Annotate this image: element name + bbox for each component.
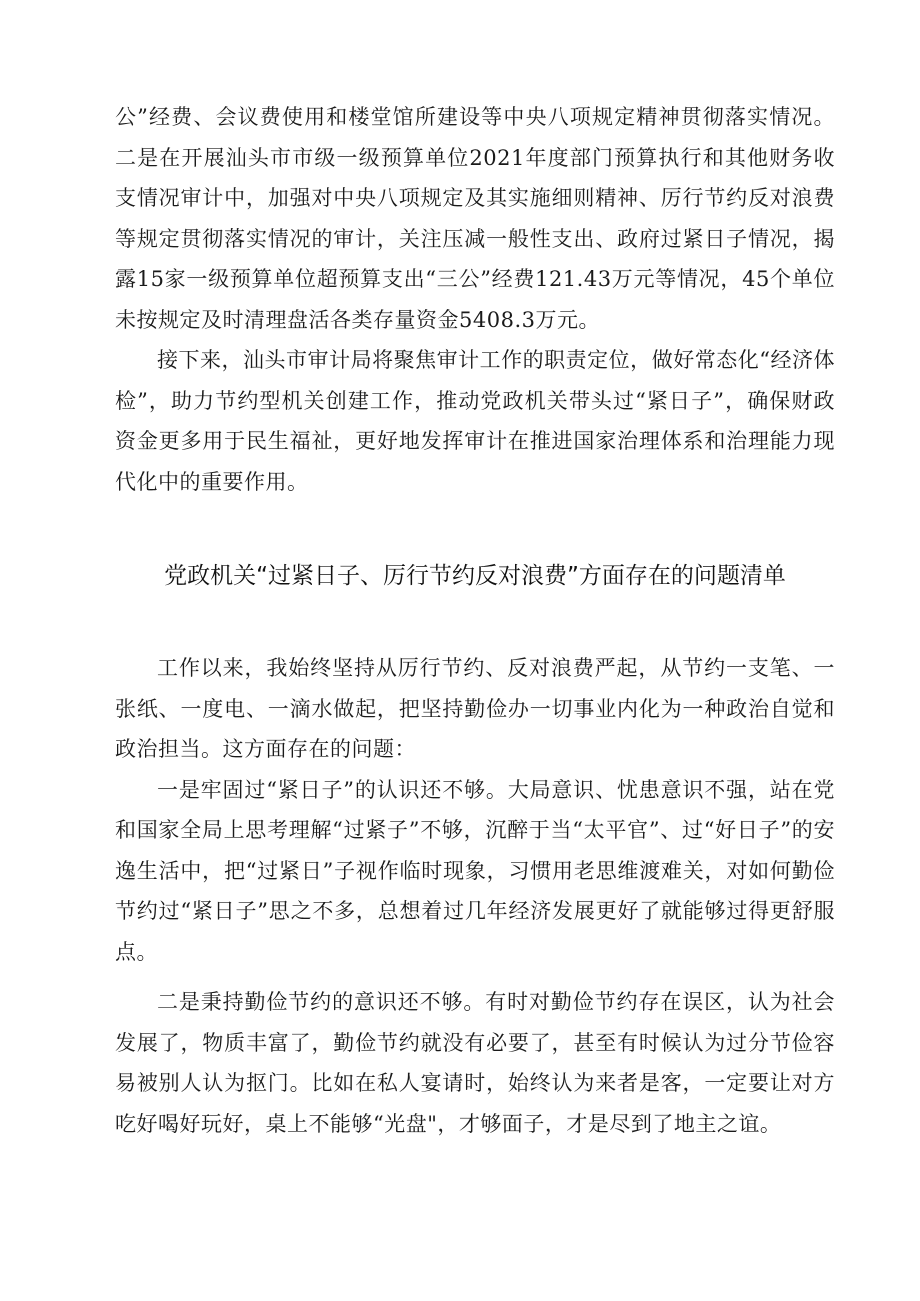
paragraph-gap — [115, 972, 835, 982]
paragraph-audit-details: 公”经费、会议费使用和楼堂馆所建设等中央八项规定精神贯彻落实情况。二是在开展汕头市市级一级预算单位2021年度部门预算执行和其他财务收支情况审计中，加强对中央八项规定及其实施细则精神、厉行节约反对浪费等规定贯彻落实情况的审计，关注压减一般性支出、政府过紧日子情况，揭露15家一级预算单位超预算支出“三公”经费121.43万元等情况，45个单位未按规定及时清理盘活各类存量资金5408.3万元。 — [115, 105, 835, 332]
paragraph-intro: 工作以来，我始终坚持从厉行节约、反对浪费严起，从节约一支笔、一张纸、一度电、一滴水做起，把坚持勤俭办一切事业内化为一种政治自觉和政治担当。这方面存在的问题： — [115, 656, 835, 761]
document-body — [115, 97, 835, 1144]
paragraph-issue-one: 一是牢固过“紧日子”的认识还不够。大局意识、忧患意识不强，站在党和国家全局上思考理解“过紧子”不够，沉醉于当“太平官”、过“好日子”的安逸生活中，把“过紧日”子视作临时现象，习惯用老思维渡难关，对如何勤俭节约过“紧日子”思之不多，总想着过几年经济发展更好了就能够过得更舒服点。 — [115, 777, 835, 964]
paragraph-next-steps: 接下来，汕头市审计局将聚焦审计工作的职责定位，做好常态化“经济体检”，助力节约型机关创建工作，推动党政机关带头过“紧日子”，确保财政资金更多用于民生福祉，更好地发挥审计在推进国家治理体系和治理能力现代化中的重要作用。 — [115, 348, 835, 494]
paragraph-issue-two: 二是秉持勤俭节约的意识还不够。有时对勤俭节约存在误区，认为社会发展了，物质丰富了，勤俭节约就没有必要了，甚至有时候认为过分节俭容易被别人认为抠门。比如在私人宴请时，始终认为来者是客，一定要让对方吃好喝好玩好，桌上不能够“光盘"，才够面子，才是尽到了地主之谊。 — [115, 990, 835, 1136]
section-heading: 党政机关“过紧日子、厉行节约反对浪费”方面存在的问题清单 — [164, 563, 786, 589]
